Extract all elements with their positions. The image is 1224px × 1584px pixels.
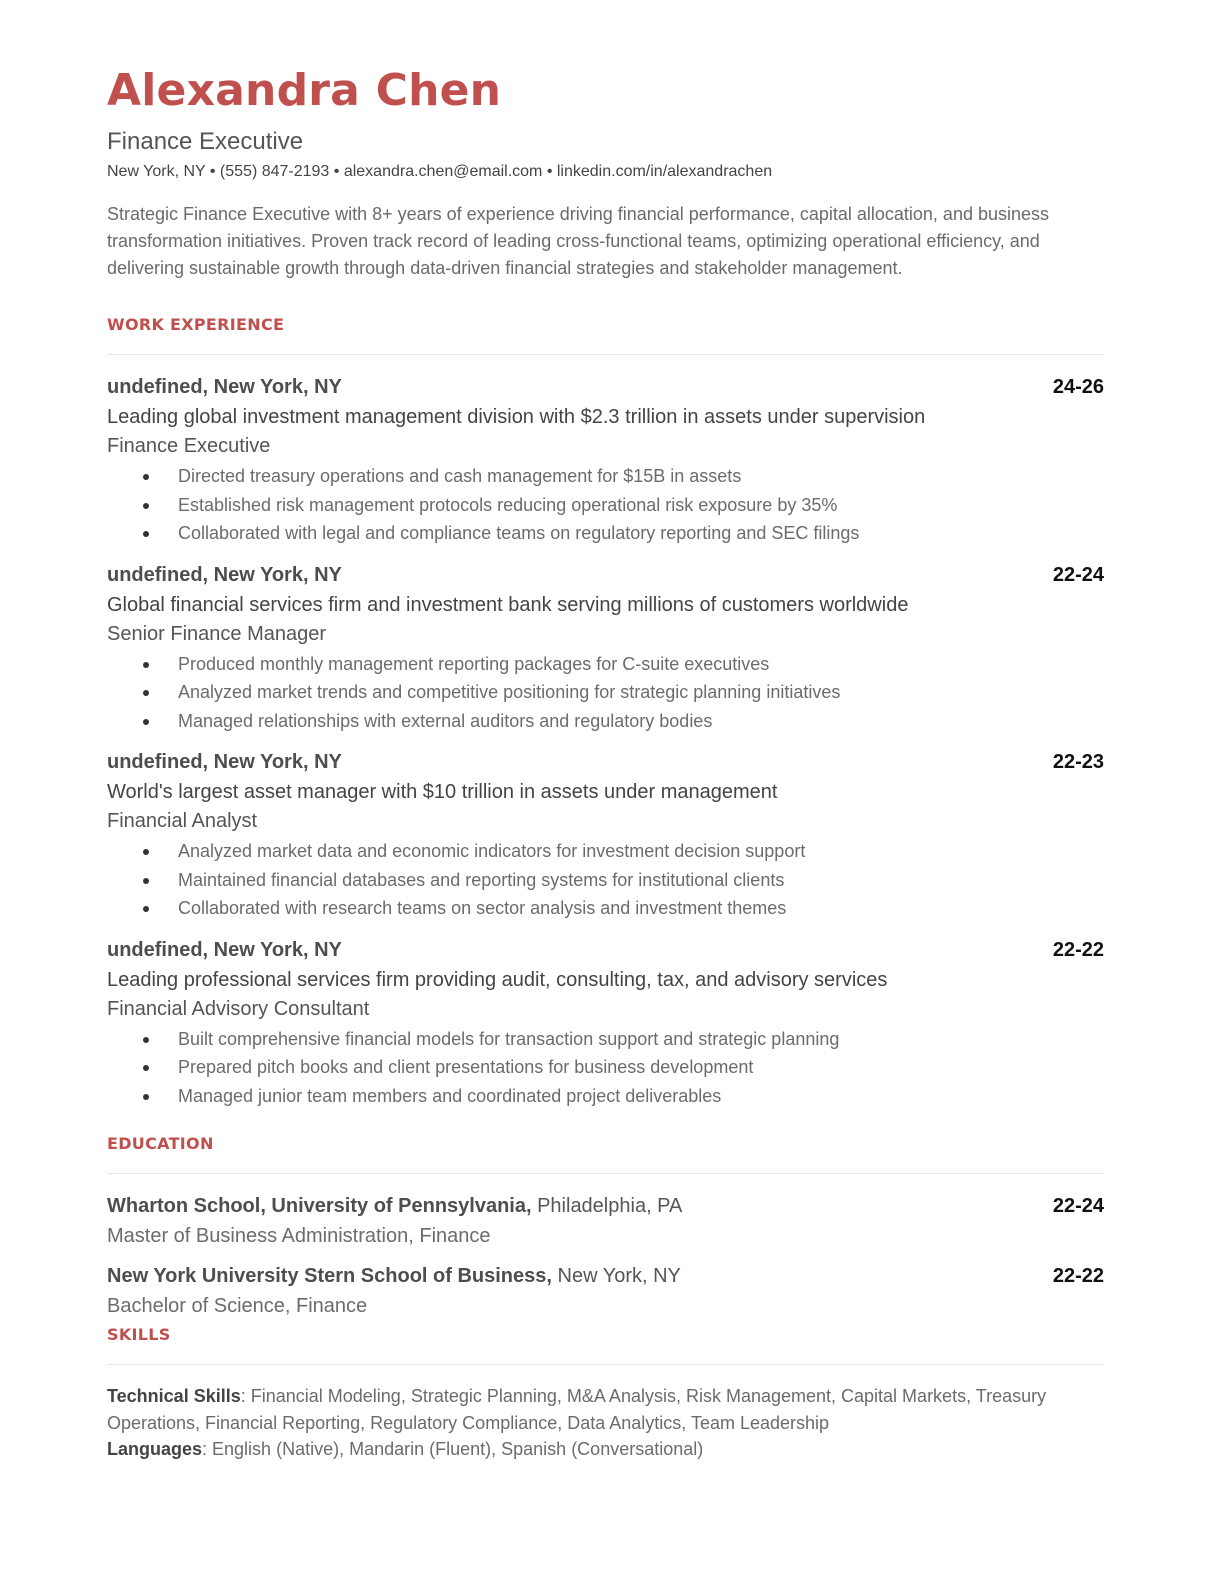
bullet-text: Collaborated with legal and compliance teams on regulatory reporting and SEC filings bbox=[178, 523, 860, 543]
technical-skills-value: : Financial Modeling, Strategic Planning, M&A Analysis, Risk Management, Capital Markets, Treasury Operations, Financial Reporting, Regulatory Compliance, Data Analytics, Team Leadership bbox=[107, 1386, 1047, 1433]
education-school: Wharton School, University of Pennsylvania, bbox=[107, 1195, 532, 1217]
education-school: New York University Stern School of Business, bbox=[107, 1265, 552, 1287]
job-description: Leading professional services firm providing audit, consulting, tax, and advisory services bbox=[107, 968, 888, 991]
bullet-icon bbox=[143, 474, 149, 480]
job-description: World's largest asset manager with $10 trillion in assets under management bbox=[107, 781, 778, 803]
bullet-text: Managed junior team members and coordinated project deliverables bbox=[178, 1085, 722, 1106]
job-dates: 22-23 bbox=[1052, 751, 1104, 773]
job-entry bbox=[107, 374, 1104, 548]
job-dates: 24-26 bbox=[1052, 376, 1104, 398]
job-bullet bbox=[107, 837, 1104, 866]
job-bullet bbox=[107, 462, 1104, 491]
job-bullets bbox=[107, 837, 1104, 923]
job-bullets bbox=[107, 650, 1104, 736]
bullet-text: Produced monthly management reporting packages for C-suite executives bbox=[178, 653, 770, 674]
languages-value: : English (Native), Mandarin (Fluent), Spanish (Conversational) bbox=[202, 1439, 704, 1459]
bullet-icon bbox=[143, 662, 149, 668]
job-title: Financial Analyst bbox=[107, 810, 258, 832]
bullet-icon bbox=[143, 531, 149, 537]
job-bullet bbox=[107, 894, 1104, 923]
education-school-line bbox=[107, 1263, 1104, 1289]
bullet-text: Directed treasury operations and cash management for $15B in assets bbox=[178, 466, 742, 486]
job-bullets bbox=[107, 1025, 1104, 1111]
education-entry bbox=[107, 1263, 1104, 1321]
bullet-text: Managed relationships with external auditors and regulatory bodies bbox=[178, 710, 713, 731]
education-heading: EDUCATION bbox=[107, 1134, 214, 1153]
job-bullet bbox=[107, 491, 1104, 520]
technical-skills-label: Technical Skills bbox=[107, 1386, 241, 1406]
job-title: Senior Finance Manager bbox=[107, 622, 327, 645]
job-heading: undefined, New York, NY bbox=[107, 376, 342, 398]
job-dates: 22-22 bbox=[1052, 938, 1104, 961]
job-bullet bbox=[107, 1025, 1104, 1054]
education-degree: Bachelor of Science, Finance bbox=[107, 1295, 368, 1317]
bullet-icon bbox=[143, 1037, 149, 1043]
job-bullet bbox=[107, 678, 1104, 707]
skills-heading: SKILLS bbox=[107, 1325, 171, 1344]
work-experience-heading: WORK EXPERIENCE bbox=[107, 315, 285, 334]
job-bullet bbox=[107, 1082, 1104, 1111]
bullet-icon bbox=[143, 1094, 149, 1100]
section-divider bbox=[107, 354, 1104, 355]
section-divider bbox=[107, 1364, 1104, 1365]
bullet-icon bbox=[143, 503, 149, 509]
bullet-icon bbox=[143, 1065, 149, 1071]
job-entry bbox=[107, 937, 1104, 1111]
job-title: Financial Advisory Consultant bbox=[107, 997, 370, 1020]
job-bullets bbox=[107, 462, 1104, 548]
bullet-text: Prepared pitch books and client presentations for business development bbox=[178, 1057, 754, 1077]
bullet-text: Collaborated with research teams on sector analysis and investment themes bbox=[178, 898, 787, 918]
bullet-icon bbox=[143, 878, 149, 884]
job-bullet bbox=[107, 1053, 1104, 1082]
job-heading: undefined, New York, NY bbox=[107, 563, 342, 586]
job-bullet bbox=[107, 866, 1104, 895]
job-bullet bbox=[107, 650, 1104, 679]
bullet-text: Established risk management protocols reducing operational risk exposure by 35% bbox=[178, 494, 838, 515]
bullet-icon bbox=[143, 849, 149, 855]
job-description: Global financial services firm and investment bank serving millions of customers worldwide bbox=[107, 593, 909, 616]
job-heading: undefined, New York, NY bbox=[107, 938, 342, 961]
bullet-icon bbox=[143, 719, 149, 725]
job-heading: undefined, New York, NY bbox=[107, 751, 342, 773]
education-location: Philadelphia, PA bbox=[531, 1195, 683, 1217]
technical-skills bbox=[107, 1383, 1107, 1436]
bullet-text: Analyzed market trends and competitive positioning for strategic planning initiatives bbox=[178, 682, 841, 702]
education-location: New York, NY bbox=[551, 1265, 681, 1287]
candidate-role: Finance Executive bbox=[107, 128, 304, 155]
education-entry bbox=[107, 1193, 1104, 1251]
bullet-text: Built comprehensive financial models for transaction support and strategic planning bbox=[178, 1028, 840, 1049]
bullet-text: Analyzed market data and economic indicators for investment decision support bbox=[178, 841, 806, 861]
education-school-line bbox=[107, 1193, 1104, 1219]
job-entry bbox=[107, 562, 1104, 736]
job-title: Finance Executive bbox=[107, 435, 271, 457]
summary-paragraph: Strategic Finance Executive with 8+ years of experience driving financial performance, capital allocation, and business transformation initiatives. Proven track record of leading cross-functional teams, optimizing operational efficiency, and delivering sustainable growth through data-driven financial strategies and stakeholder management. bbox=[107, 204, 1050, 278]
candidate-name: Alexandra Chen bbox=[107, 65, 502, 116]
bullet-text: Maintained financial databases and reporting systems for institutional clients bbox=[178, 869, 785, 890]
job-entry bbox=[107, 749, 1104, 923]
education-dates: 22-22 bbox=[1052, 1265, 1104, 1287]
section-divider bbox=[107, 1173, 1104, 1174]
bullet-icon bbox=[143, 690, 149, 696]
job-bullet bbox=[107, 519, 1104, 548]
bullet-icon bbox=[143, 906, 149, 912]
job-description: Leading global investment management division with $2.3 trillion in assets under supervision bbox=[107, 406, 926, 428]
education-degree: Master of Business Administration, Finance bbox=[107, 1225, 491, 1247]
contact-line: New York, NY • (555) 847-2193 • alexandra.chen@email.com • linkedin.com/in/alexandrachen bbox=[107, 163, 773, 180]
education-dates: 22-24 bbox=[1052, 1195, 1104, 1217]
skills-block bbox=[107, 1383, 1107, 1463]
languages-label: Languages bbox=[107, 1439, 203, 1459]
job-bullet bbox=[107, 707, 1104, 736]
languages bbox=[107, 1436, 1107, 1463]
job-dates: 22-24 bbox=[1052, 563, 1104, 586]
